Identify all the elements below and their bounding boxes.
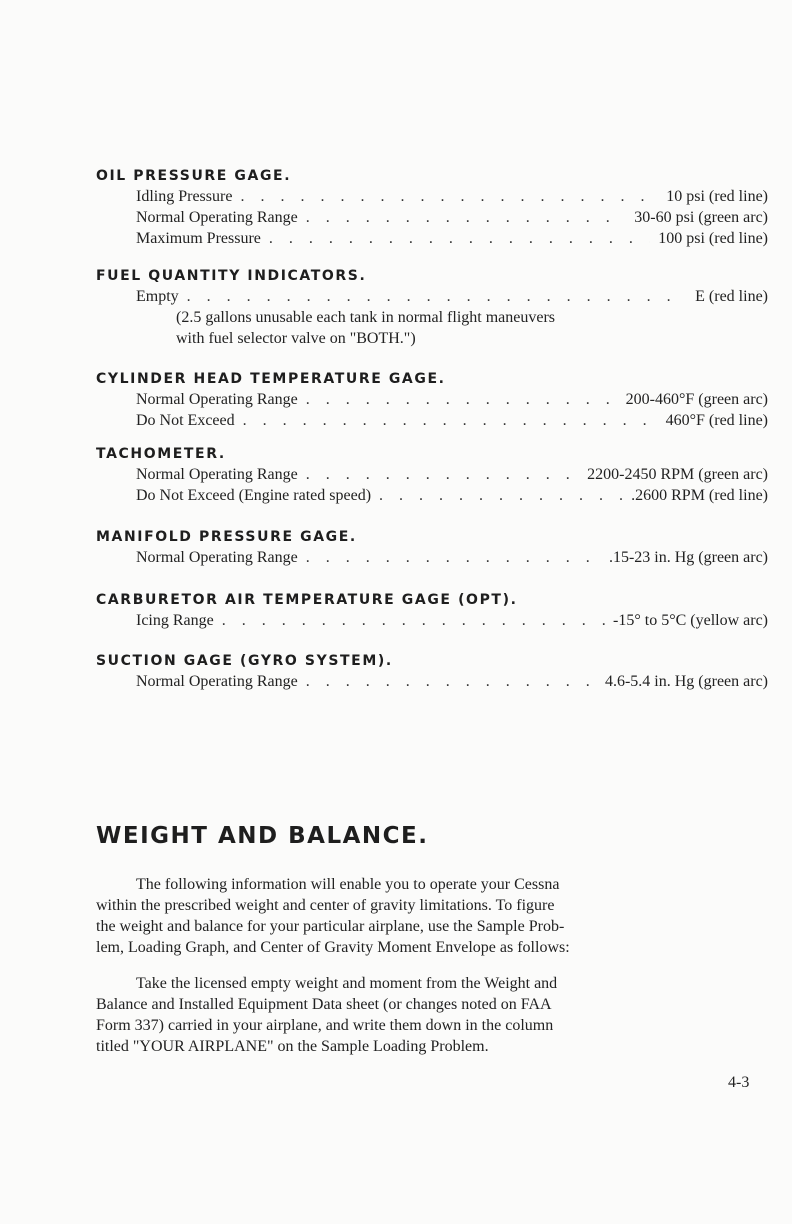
weight-balance-heading: WEIGHT AND BALANCE.	[96, 823, 429, 849]
spec-label: Normal Operating Range	[136, 673, 298, 690]
spec-value: -15° to 5°C (yellow arc)	[613, 612, 768, 629]
suction-gage-section	[96, 651, 768, 692]
fuel-quantity-section	[96, 266, 768, 349]
spec-row	[136, 186, 768, 207]
tachometer-section	[96, 444, 768, 506]
spec-row	[136, 286, 768, 307]
leader-dots	[269, 228, 650, 249]
spec-value: E (red line)	[695, 288, 768, 305]
page-number: 4-3	[728, 1074, 750, 1091]
spec-label: Normal Operating Range	[136, 466, 298, 483]
section-heading: SUCTION GAGE (GYRO SYSTEM).	[96, 653, 393, 669]
spec-value: 30-60 psi (green arc)	[634, 209, 768, 226]
manifold-pressure-section	[96, 527, 768, 568]
paragraph-line: Take the licensed empty weight and moment from the Weight and	[136, 975, 558, 992]
paragraph-line: within the prescribed weight and center of gravity limitations. To figure	[96, 897, 555, 914]
weight-balance-paragraph-2	[96, 973, 768, 1057]
spec-label: Empty	[136, 288, 179, 305]
weight-balance-paragraph-1	[96, 874, 768, 958]
leader-dots	[222, 610, 605, 631]
spec-row	[136, 547, 768, 568]
paragraph-line: the weight and balance for your particular airplane, use the Sample Prob-	[96, 918, 565, 935]
spec-value: 100 psi (red line)	[658, 230, 768, 247]
paragraph-line: titled "YOUR AIRPLANE" on the Sample Loading Problem.	[96, 1038, 489, 1055]
paragraph-line: The following information will enable you to operate your Cessna	[136, 876, 560, 893]
spec-row	[136, 228, 768, 249]
spec-row	[136, 207, 768, 228]
spec-label: Idling Pressure	[136, 188, 233, 205]
section-heading: TACHOMETER.	[96, 446, 226, 462]
cylinder-head-temp-section	[96, 369, 768, 431]
leader-dots	[306, 389, 618, 410]
spec-value: .15-23 in. Hg (green arc)	[608, 549, 768, 566]
spec-label: Do Not Exceed (Engine rated speed)	[136, 487, 372, 504]
leader-dots	[306, 547, 601, 568]
spec-row	[136, 464, 768, 485]
section-heading: CYLINDER HEAD TEMPERATURE GAGE.	[96, 371, 446, 387]
leader-dots	[240, 186, 658, 207]
leader-dots	[306, 464, 579, 485]
spec-row	[136, 671, 768, 692]
oil-pressure-section	[96, 166, 768, 249]
paragraph-line: lem, Loading Graph, and Center of Gravity Moment Envelope as follows:	[96, 939, 570, 956]
section-heading: OIL PRESSURE GAGE.	[96, 168, 292, 184]
spec-value: 10 psi (red line)	[666, 188, 768, 205]
section-heading: MANIFOLD PRESSURE GAGE.	[96, 529, 357, 545]
section-heading: FUEL QUANTITY INDICATORS.	[96, 268, 367, 284]
leader-dots	[243, 410, 658, 431]
spec-row	[136, 610, 768, 631]
spec-label: Do Not Exceed	[136, 412, 235, 429]
fuel-note-line: with fuel selector valve on "BOTH.")	[176, 330, 416, 347]
spec-value: 4.6-5.4 in. Hg (green arc)	[604, 673, 768, 690]
spec-row	[136, 389, 768, 410]
spec-value: 200-460°F (green arc)	[625, 391, 768, 408]
fuel-note-line: (2.5 gallons unusable each tank in normal flight maneuvers	[176, 309, 556, 326]
spec-label: Normal Operating Range	[136, 209, 298, 226]
leader-dots	[187, 286, 687, 307]
spec-label: Maximum Pressure	[136, 230, 261, 247]
spec-value: 2200-2450 RPM (green arc)	[587, 466, 768, 483]
spec-label: Normal Operating Range	[136, 391, 298, 408]
spec-label: Icing Range	[136, 612, 214, 629]
carburetor-air-temp-section	[96, 590, 768, 631]
paragraph-line: Balance and Installed Equipment Data sheet (or changes noted on FAA	[96, 996, 552, 1013]
leader-dots	[379, 485, 623, 506]
leader-dots	[306, 671, 597, 692]
paragraph-line: Form 337) carried in your airplane, and write them down in the column	[96, 1017, 554, 1034]
spec-value: 460°F (red line)	[665, 412, 768, 429]
spec-value: .2600 RPM (red line)	[631, 487, 768, 504]
spec-label: Normal Operating Range	[136, 549, 298, 566]
leader-dots	[306, 207, 627, 228]
spec-row	[136, 410, 768, 431]
spec-row	[136, 485, 768, 506]
section-heading: CARBURETOR AIR TEMPERATURE GAGE (OPT).	[96, 592, 518, 608]
